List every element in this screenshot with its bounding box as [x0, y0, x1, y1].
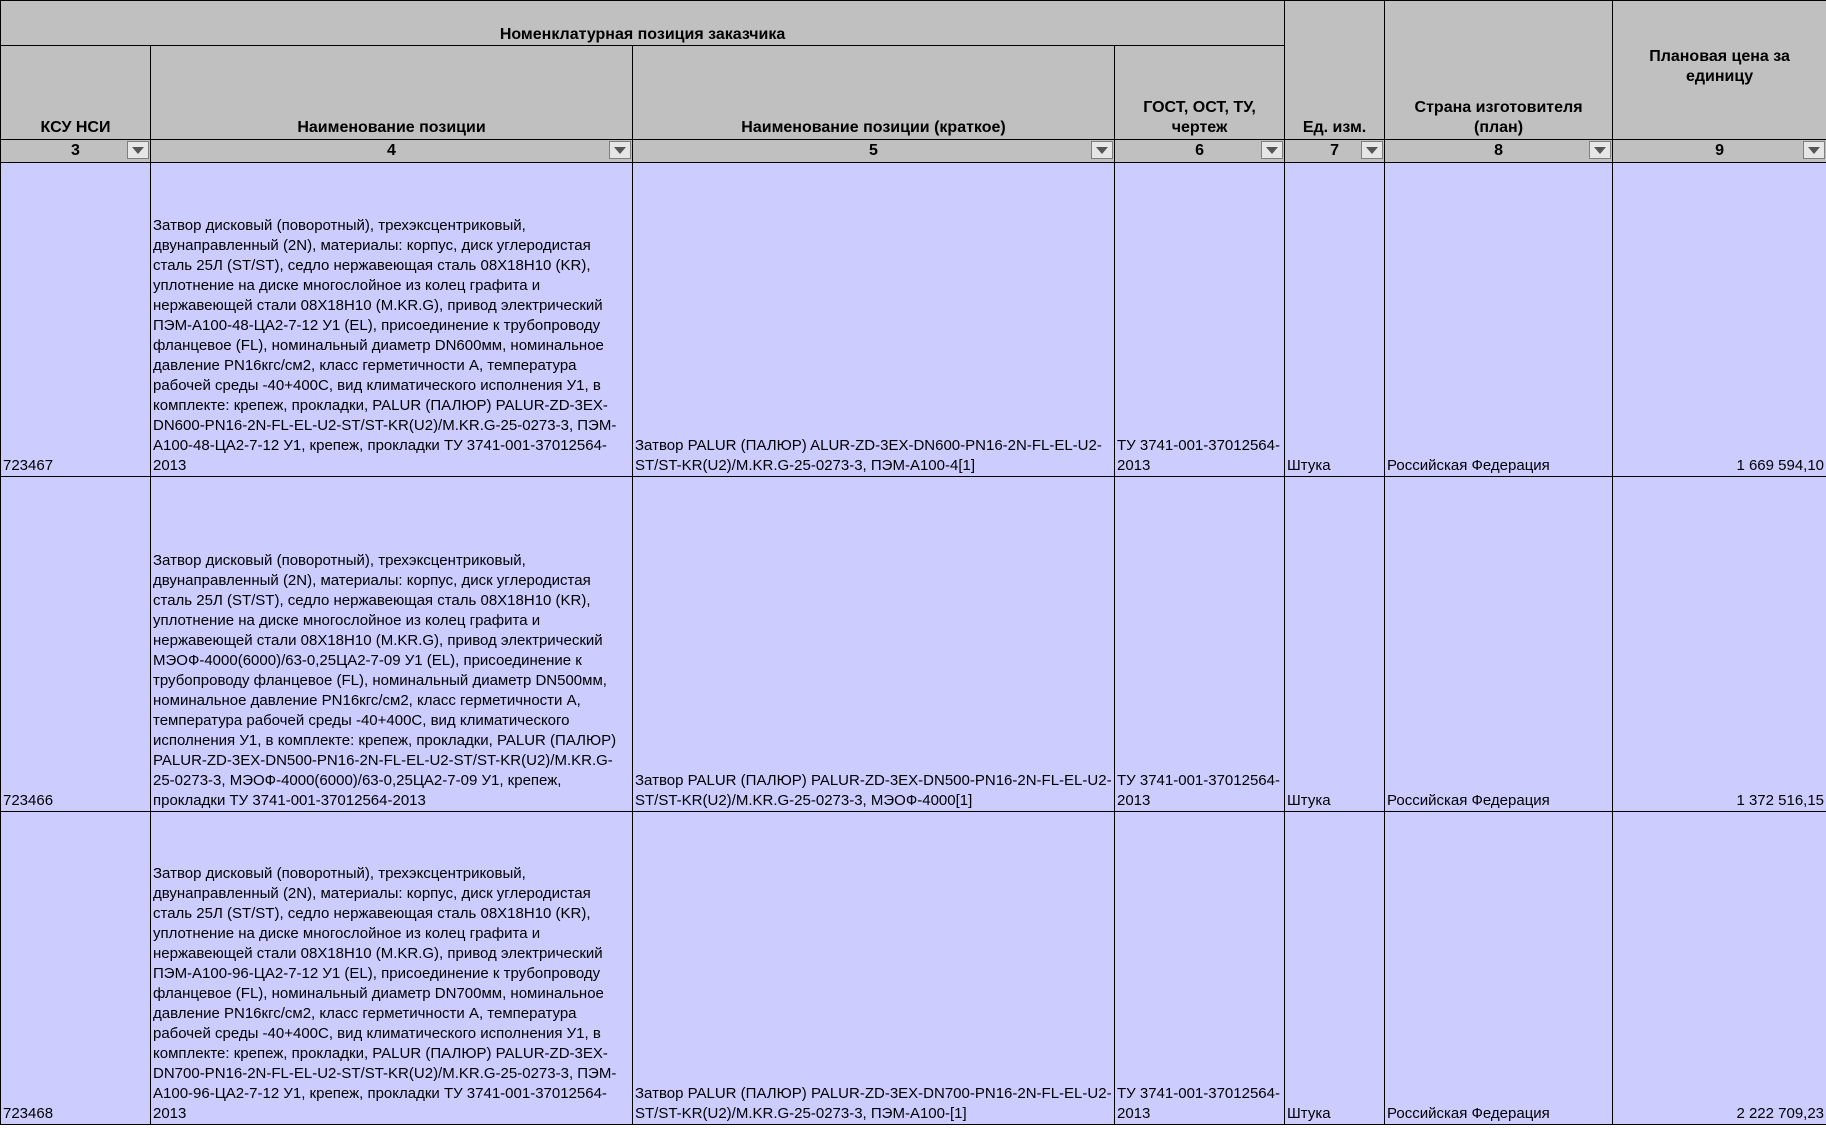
- cell-gost[interactable]: ТУ 3741-001-37012564-2013: [1115, 477, 1285, 812]
- header-col-5: Наименование позиции (краткое): [633, 46, 1115, 140]
- filter-cell-5: [633, 140, 1115, 163]
- header-group-title: Номенклатурная позиция заказчика: [1, 1, 1285, 46]
- cell-unit[interactable]: Штука: [1285, 163, 1385, 477]
- filter-dropdown-icon: [132, 147, 144, 154]
- header-col-3: КСУ НСИ: [1, 46, 151, 140]
- cell-ksu[interactable]: 723467: [1, 163, 151, 477]
- table-row: [1, 477, 1826, 812]
- cell-name[interactable]: Затвор дисковый (поворотный), трехэксцентриковый, двунаправленный (2N), материалы: корпус, диск углеродистая сталь 25Л (ST/ST), седло нержавеющая сталь 08Х18Н10 (KR), уплотнение на диске многослойное из колец графита и нержавеющей стали 08Х18Н10 (M.KR.G), привод электрический ПЭМ-А100-48-ЦА2-7-12 У1 (EL), присоединение к трубопроводу фланцевое (FL), номинальный диаметр DN600мм, номинальное давление PN16кгс/см2, класс герметичности А, температура рабочей среды -40+400С, вид климатического исполнения У1, в комплекте: крепеж, прокладки, PALUR (ПАЛЮР) PALUR-ZD-3EX-DN600-PN16-2N-FL-EL-U2-ST/ST-KR(U2)/M.KR.G-25-0273-3, ПЭМ-А100-48-ЦА2-7-12 У1, крепеж, прокладки ТУ 3741-001-37012564-2013: [151, 163, 633, 477]
- filter-cell-3: [1, 140, 151, 163]
- filter-cell-8: [1385, 140, 1613, 163]
- table-row: [1, 812, 1826, 1125]
- filter-dropdown-button-7[interactable]: [1361, 141, 1383, 159]
- header-group-row: [1, 1, 1826, 46]
- table-row: [1, 163, 1826, 477]
- filter-cell-4: [151, 140, 633, 163]
- filter-dropdown-button-9[interactable]: [1803, 141, 1825, 159]
- cell-gost[interactable]: ТУ 3741-001-37012564-2013: [1115, 163, 1285, 477]
- cell-name[interactable]: Затвор дисковый (поворотный), трехэксцентриковый, двунаправленный (2N), материалы: корпус, диск углеродистая сталь 25Л (ST/ST), седло нержавеющая сталь 08Х18Н10 (KR), уплотнение на диске многослойное из колец графита и нержавеющей стали 08Х18Н10 (M.KR.G), привод электрический МЭОФ-4000(6000)/63-0,25ЦА2-7-09 У1 (EL), присоединение к трубопроводу фланцевое (FL), номинальный диаметр DN500мм, номинальное давление PN16кгс/см2, класс герметичности А, температура рабочей среды -40+400С, вид климатического исполнения У1, в комплекте: крепеж, прокладки, PALUR (ПАЛЮР) PALUR-ZD-3EX-DN500-PN16-2N-FL-EL-U2-ST/ST-KR(U2)/M.KR.G-25-0273-3, МЭОФ-4000(6000)/63-0,25ЦА2-7-09 У1, крепеж, прокладки ТУ 3741-001-37012564-2013: [151, 477, 633, 812]
- cell-price[interactable]: 1 669 594,10: [1613, 163, 1826, 477]
- cell-short-name[interactable]: Затвор PALUR (ПАЛЮР) PALUR-ZD-3EX-DN700-PN16-2N-FL-EL-U2-ST/ST-KR(U2)/M.KR.G-25-0273-3, ПЭМ-А100-[1]: [633, 812, 1115, 1125]
- cell-ksu[interactable]: 723466: [1, 477, 151, 812]
- cell-gost[interactable]: ТУ 3741-001-37012564-2013: [1115, 812, 1285, 1125]
- header-col-4: Наименование позиции: [151, 46, 633, 140]
- column-number: 8: [1494, 142, 1503, 159]
- filter-dropdown-icon: [1808, 147, 1820, 154]
- filter-dropdown-button-8[interactable]: [1589, 141, 1611, 159]
- cell-ksu[interactable]: 723468: [1, 812, 151, 1125]
- filter-cell-9: [1613, 140, 1826, 163]
- cell-country[interactable]: Российская Федерация: [1385, 812, 1613, 1125]
- header-col-6: ГОСТ, ОСТ, ТУ, чертеж: [1115, 46, 1285, 140]
- filter-dropdown-icon: [1594, 147, 1606, 154]
- filter-dropdown-icon: [1096, 147, 1108, 154]
- filter-dropdown-button-3[interactable]: [127, 141, 149, 159]
- filter-cell-6: [1115, 140, 1285, 163]
- column-number: 7: [1330, 142, 1339, 159]
- filter-dropdown-button-6[interactable]: [1261, 141, 1283, 159]
- column-number: 3: [71, 142, 80, 159]
- column-number: 5: [869, 142, 878, 159]
- filter-cell-7: [1285, 140, 1385, 163]
- filter-dropdown-icon: [614, 147, 626, 154]
- cell-unit[interactable]: Штука: [1285, 477, 1385, 812]
- column-number: 6: [1195, 142, 1204, 159]
- header-col-7: Ед. изм.: [1285, 1, 1385, 140]
- cell-country[interactable]: Российская Федерация: [1385, 163, 1613, 477]
- cell-name[interactable]: Затвор дисковый (поворотный), трехэксцентриковый, двунаправленный (2N), материалы: корпус, диск углеродистая сталь 25Л (ST/ST), седло нержавеющая сталь 08Х18Н10 (KR), уплотнение на диске многослойное из колец графита и нержавеющей стали 08Х18Н10 (M.KR.G), привод электрический ПЭМ-А100-96-ЦА2-7-12 У1 (EL), присоединение к трубопроводу фланцевое (FL), номинальный диаметр DN700мм, номинальное давление PN16кгс/см2, класс герметичности А, температура рабочей среды -40+400С, вид климатического исполнения У1, в комплекте: крепеж, прокладки, PALUR (ПАЛЮР) PALUR-ZD-3EX-DN700-PN16-2N-FL-EL-U2-ST/ST-KR(U2)/M.KR.G-25-0273-3, ПЭМ-А100-96-ЦА2-7-12 У1, крепеж, прокладки ТУ 3741-001-37012564-2013: [151, 812, 633, 1125]
- filter-dropdown-icon: [1266, 147, 1278, 154]
- filter-dropdown-button-5[interactable]: [1091, 141, 1113, 159]
- column-number: 4: [387, 142, 396, 159]
- cell-price[interactable]: 1 372 516,15: [1613, 477, 1826, 812]
- filter-dropdown-icon: [1366, 147, 1378, 154]
- header-col-9: Плановая цена за единицу: [1613, 1, 1826, 140]
- cell-unit[interactable]: Штука: [1285, 812, 1385, 1125]
- filter-row: [1, 140, 1826, 163]
- column-number: 9: [1715, 142, 1724, 159]
- header-col-8: Страна изготовителя (план): [1385, 1, 1613, 140]
- filter-dropdown-button-4[interactable]: [609, 141, 631, 159]
- cell-short-name[interactable]: Затвор PALUR (ПАЛЮР) ALUR-ZD-3EX-DN600-PN16-2N-FL-EL-U2-ST/ST-KR(U2)/M.KR.G-25-0273-3, ПЭМ-А100-4[1]: [633, 163, 1115, 477]
- cell-short-name[interactable]: Затвор PALUR (ПАЛЮР) PALUR-ZD-3EX-DN500-PN16-2N-FL-EL-U2-ST/ST-KR(U2)/M.KR.G-25-0273-3, МЭОФ-4000[1]: [633, 477, 1115, 812]
- cell-price[interactable]: 2 222 709,23: [1613, 812, 1826, 1125]
- cell-country[interactable]: Российская Федерация: [1385, 477, 1613, 812]
